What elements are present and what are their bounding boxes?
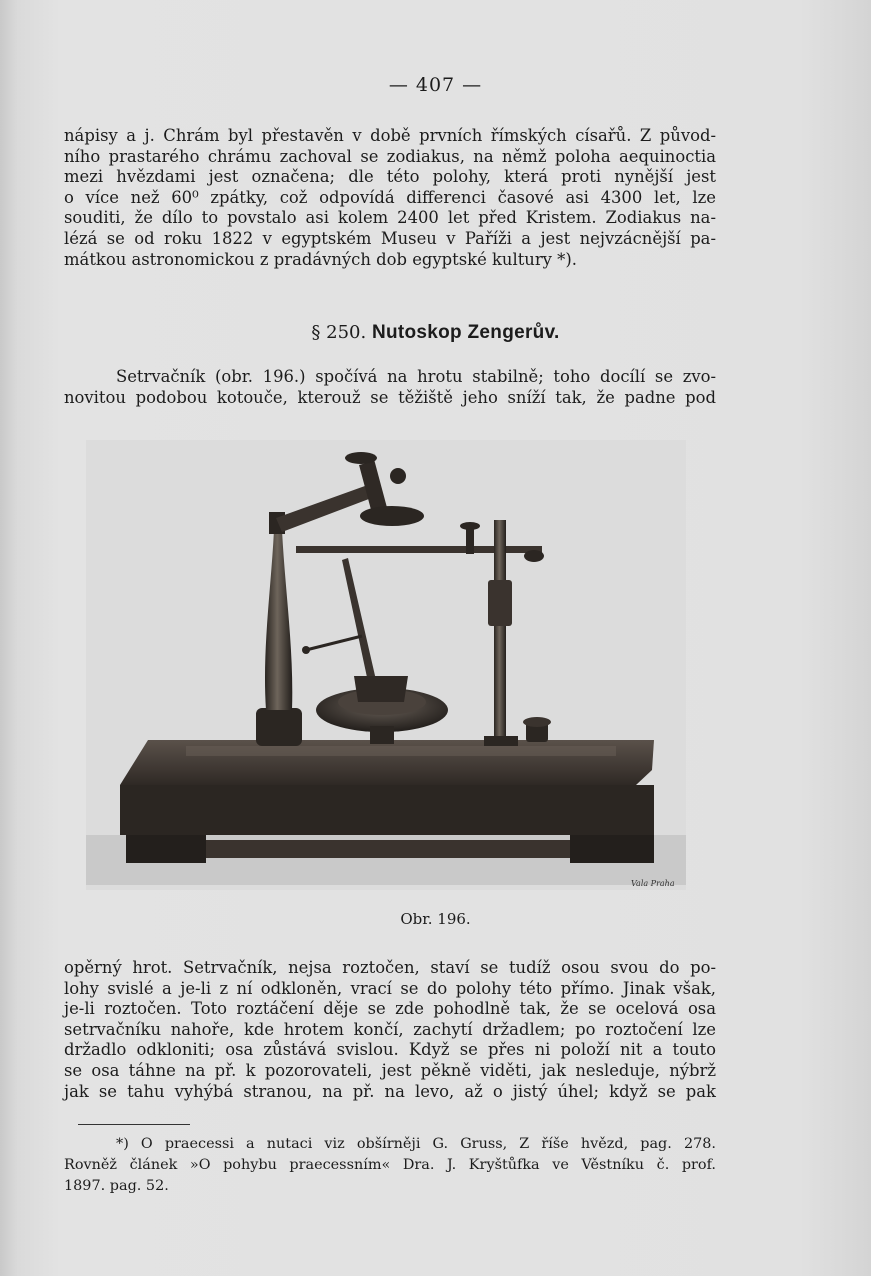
paragraph-bottom	[64, 958, 716, 1102]
text-line: mátkou astronomickou z pradávných dob egyptské kultury *).	[64, 249, 577, 269]
text-line: ního prastarého chrámu zachoval se zodiakus, na němž poloha aequinoctia	[64, 146, 716, 166]
text-line: setrvačníku nahoře, kde hrotem končí, zachytí držadlem; po roztočení lze	[64, 1019, 716, 1039]
nutoscope-illustration	[86, 440, 686, 890]
text-line: opěrný hrot. Setrvačník, nejsa roztočen, staví se tudíž osou svou do po-	[64, 958, 716, 977]
figure-caption: Obr. 196.	[400, 910, 471, 928]
footnote-line: 1897. pag. 52.	[64, 1178, 169, 1194]
text-line: se osa táhne na př. k pozorovateli, jest pěkně viděti, jak nesleduje, nýbrž	[64, 1060, 716, 1080]
text-line: jak se tahu vyhýbá stranou, na př. na levo, až o jistý úhel; když se pak	[64, 1081, 716, 1101]
text-line: lézá se od roku 1822 v egyptském Museu v Paříži a jest nejvzácnější pa-	[64, 228, 716, 248]
section-title: Nutoskop Zengerův.	[371, 322, 560, 343]
text-line: souditi, že dílo to povstalo asi kolem 2400 let před Kristem. Zodiakus na-	[64, 208, 716, 228]
footnote-line: *) O praecessi a nutaci viz obšírněji G. Gruss, Z říše hvězd, pag. 278.	[116, 1136, 716, 1152]
text-line: novitou podobou kotouče, kterouž se těžiště jeho sníží tak, že padne pod	[64, 387, 716, 407]
section-heading	[0, 322, 871, 344]
footnote	[64, 1134, 716, 1197]
text-line: lohy svislé a je-li z ní odkloněn, vrací se do polohy této přímo. Jinak však,	[64, 978, 716, 998]
text-line: nápisy a j. Chrám byl přestavěn v době prvních římských císařů. Z původ-	[64, 126, 716, 145]
page-number: — 407 —	[388, 74, 483, 96]
figure-nutoscope	[86, 440, 686, 890]
text-line: o více než 60⁰ zpátky, což odpovídá differenci časové asi 4300 let, lze	[64, 187, 716, 207]
wooden-base	[120, 740, 654, 863]
text-line: Setrvačník (obr. 196.) spočívá na hrotu stabilně; toho docílí se zvo-	[116, 367, 716, 386]
section-number: § 250.	[311, 322, 367, 343]
paragraph-intro	[64, 367, 716, 408]
text-line: mezi hvězdami jest označena; dle této polohy, která proti nynější jest	[64, 167, 716, 187]
paragraph-top	[64, 126, 716, 270]
text-line: je-li roztočen. Toto roztáčení děje se zde pohodlně tak, že se ocelová osa	[64, 999, 716, 1019]
text-line: držadlo odkloniti; osa zůstává svislou. Když se přes ni položí nit a touto	[64, 1040, 716, 1060]
footnote-divider	[78, 1124, 190, 1125]
engraver-signature: Vala Praha	[631, 879, 675, 888]
footnote-line: Rovněž článek »O pohybu praecessním« Dra. J. Kryštůfka ve Věstníku č. prof.	[64, 1157, 716, 1173]
